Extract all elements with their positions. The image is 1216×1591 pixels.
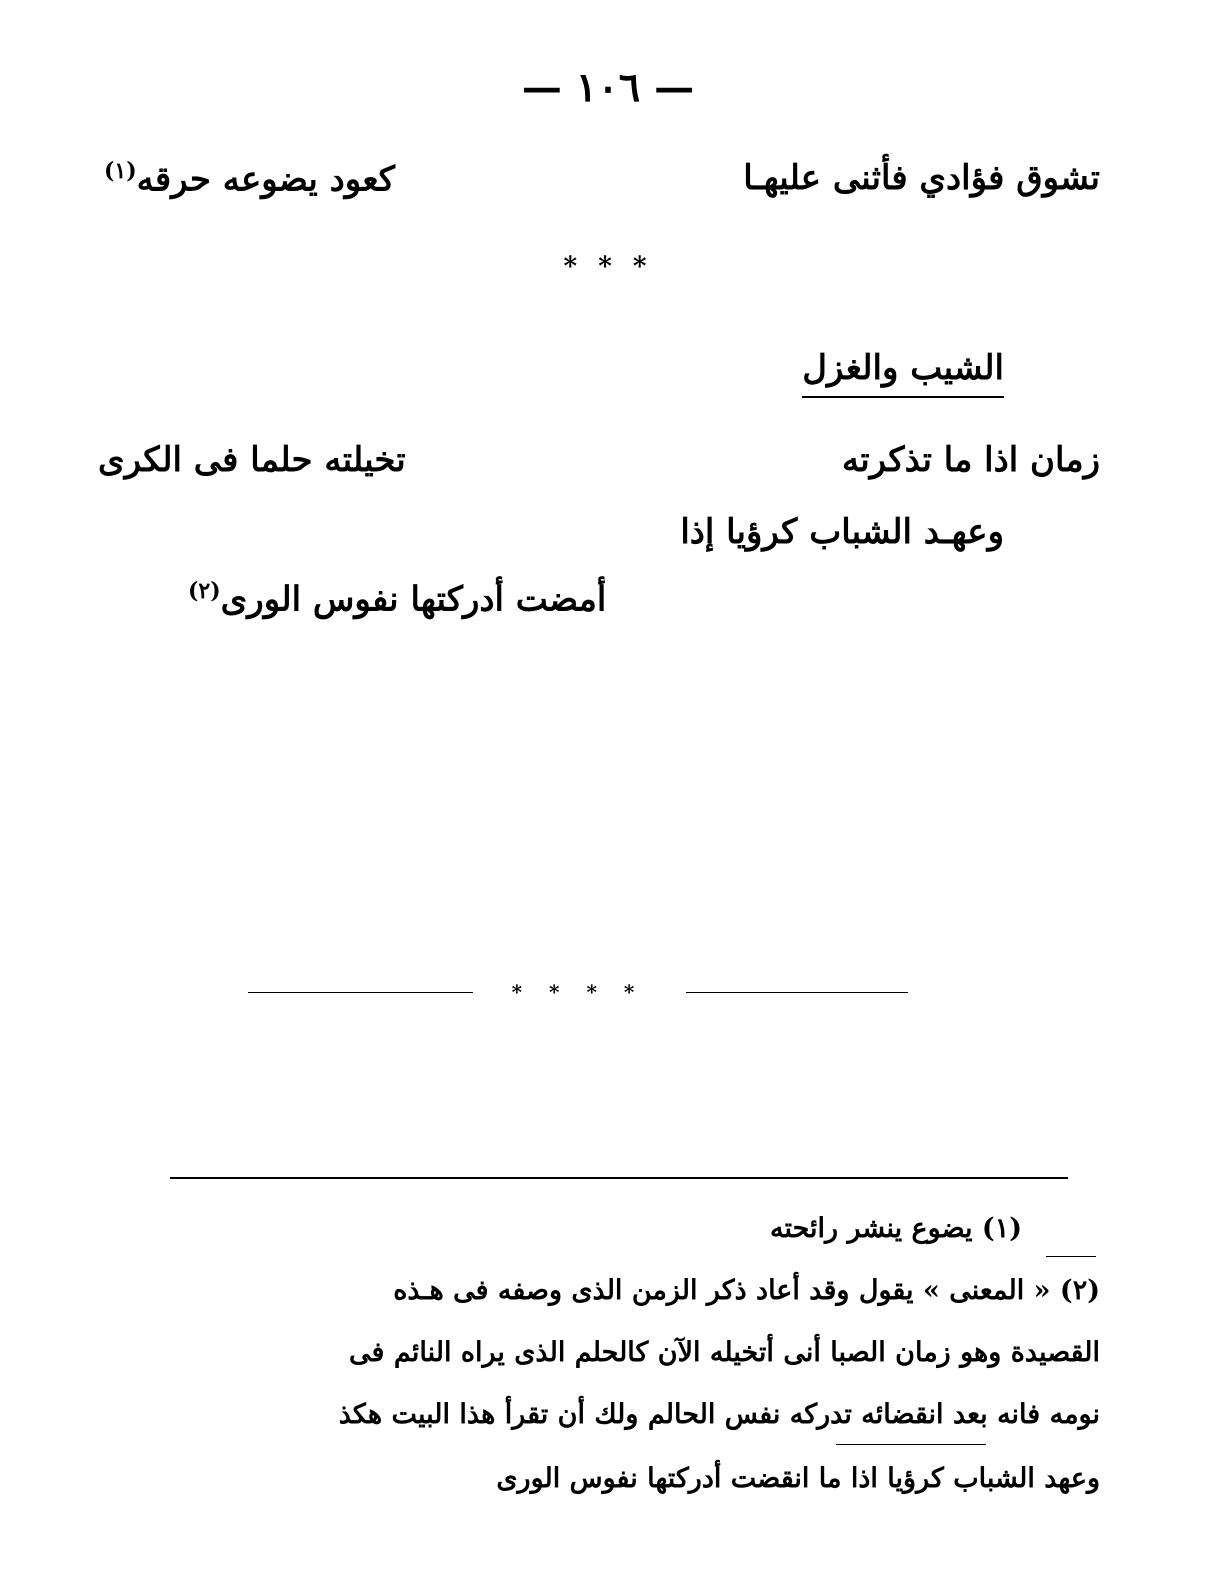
section-line3: أمضت أدركتها نفوس الورى — [220, 579, 607, 620]
verse-second-hemistich: كعود يضوعه حرقه — [136, 159, 395, 200]
section-line2: وعهـد الشباب كرؤيا إذا — [680, 512, 1004, 552]
footnote-2-rule — [836, 1444, 986, 1445]
footnote-2-line3: نومه فانه بعد انقضائه تدركه نفس الحالم ولك أن تقرأ هذا البيت هكذ — [338, 1399, 1100, 1430]
note-marker-2: (٢) — [188, 578, 221, 604]
section-line3-wrap — [182, 578, 606, 619]
footnote-divider — [170, 1177, 1068, 1179]
ornament-divider — [248, 978, 908, 1008]
verse-second-hemistich-wrap — [98, 158, 395, 199]
section-line1-second: تخيلته حلما فى الكرى — [98, 440, 406, 480]
verse-first-hemistich: تشوق فؤادي فأثنى عليهـا — [743, 158, 1100, 198]
footnote-1: (١) يضوع ينشر رائحته — [769, 1213, 1022, 1244]
section-title: الشيب والغزل — [802, 348, 1004, 398]
footnote-2-line2: القصيدة وهو زمان الصبا أنى أتخيله الآن كالحلم الذى يراه النائم فى — [349, 1337, 1100, 1368]
footnote-2-line1: (٢) « المعنى » يقول وقد أعاد ذكر الزمن الذى وصفه فى هـذه — [393, 1275, 1100, 1306]
footnote-1-rule — [1046, 1256, 1096, 1257]
page-number: — ١٠٦ — — [521, 64, 695, 111]
section-line1-first: زمان اذا ما تذكرته — [841, 440, 1100, 480]
ornament-stars: * * * * — [511, 980, 645, 1004]
stars-separator: * * * — [563, 252, 653, 282]
footnote-2-line4: وعهد الشباب كرؤيا اذا ما انقضت أدركتها نفوس الورى — [496, 1463, 1100, 1494]
note-marker-1: (١) — [104, 158, 137, 184]
